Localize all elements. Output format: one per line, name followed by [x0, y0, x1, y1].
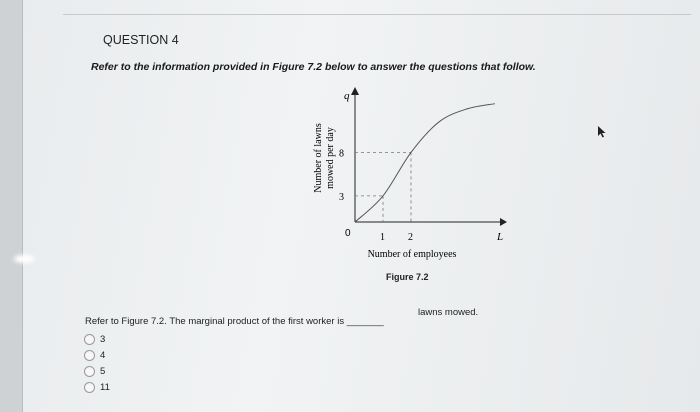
y-tick-label: 8 — [339, 148, 344, 160]
x-axis-symbol: L — [497, 231, 504, 243]
radio-button[interactable] — [84, 350, 95, 361]
question-stem: Refer to Figure 7.2. The marginal product of the first worker is — [85, 316, 345, 327]
answer-blank: _______ — [346, 316, 384, 327]
x-tick-label: 1 — [380, 232, 385, 243]
radio-button[interactable] — [84, 382, 95, 393]
option-label: 3 — [100, 334, 106, 345]
option-3[interactable] — [84, 334, 105, 345]
total-product-curve — [355, 104, 495, 222]
option-5[interactable] — [84, 366, 105, 377]
screen-glare — [14, 255, 34, 263]
x-axis-arrow — [500, 218, 507, 226]
y-axis-title-line1: Number of lawns — [313, 123, 324, 193]
mouse-cursor-icon — [598, 126, 606, 138]
question-tail: lawns mowed. — [418, 307, 479, 318]
figure-caption: Figure 7.2 — [386, 272, 429, 282]
y-axis-title-line2: mowed per day — [325, 127, 336, 189]
y-tick-label: 3 — [339, 191, 344, 203]
radio-button[interactable] — [84, 366, 95, 377]
option-label: 11 — [100, 382, 110, 393]
question-text — [85, 316, 384, 327]
question-prompt: Refer to the information provided in Figure 7.2 below to answer the questions that follow. — [91, 61, 536, 73]
question-title: QUESTION 4 — [103, 33, 179, 47]
option-11[interactable] — [84, 382, 110, 393]
x-axis-title: Number of employees — [367, 249, 457, 260]
radio-button[interactable] — [84, 334, 95, 345]
option-4[interactable] — [84, 350, 105, 361]
y-axis-symbol: q — [344, 90, 350, 102]
y-axis-arrow — [351, 87, 359, 95]
option-label: 4 — [100, 350, 106, 361]
x-tick-label: 2 — [408, 232, 413, 243]
option-label: 5 — [100, 366, 106, 377]
origin-label: 0 — [345, 228, 351, 239]
